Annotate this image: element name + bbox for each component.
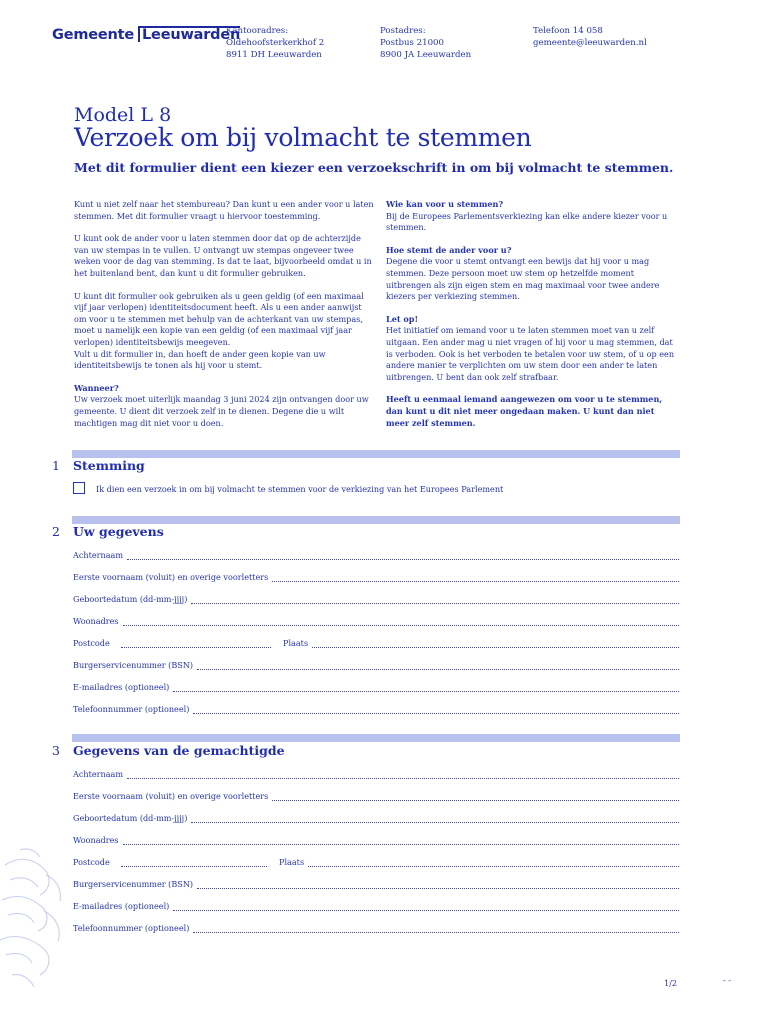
s3-postcode-line[interactable] xyxy=(121,857,267,867)
s2-bsn-label: Burgerservicenummer (BSN) xyxy=(73,660,194,670)
s3-address-line[interactable] xyxy=(123,835,679,845)
coat-of-arms-watermark xyxy=(0,845,70,1005)
s2-address-label: Woonadres xyxy=(73,616,119,626)
contact-info: Telefoon 14 058 gemeente@leeuwarden.nl xyxy=(533,26,647,48)
s2-bsn-field[interactable] xyxy=(73,658,679,670)
s2-surname-line[interactable] xyxy=(127,550,679,560)
note-heading: Let op! xyxy=(386,313,419,324)
section-3-bar xyxy=(72,734,680,742)
s2-city-label: Plaats xyxy=(283,638,309,648)
form-title: Verzoek om bij volmacht te stemmen xyxy=(74,123,532,152)
when-heading: Wanneer? xyxy=(74,382,119,393)
s3-email-field[interactable] xyxy=(73,899,679,911)
s2-first-names-label: Eerste voornaam (voluit) en overige voorletters xyxy=(73,572,269,582)
s2-city-line[interactable] xyxy=(312,638,679,648)
who-text: Bij de Europees Parlementsverkiezing kan elke andere kiezer voor u stemmen. xyxy=(386,210,668,233)
logo-word-gemeente: Gemeente xyxy=(52,27,135,43)
s3-first-names-label: Eerste voornaam (voluit) en overige voorletters xyxy=(73,791,269,801)
s3-birthdate-field[interactable] xyxy=(73,811,679,823)
section-1-bar xyxy=(72,450,680,458)
s3-birthdate-line[interactable] xyxy=(191,813,679,823)
s2-bsn-line[interactable] xyxy=(197,660,679,670)
s2-phone-line[interactable] xyxy=(193,704,679,714)
s2-postcode-city-row xyxy=(73,636,679,648)
s2-first-names-line[interactable] xyxy=(272,572,679,582)
s3-address-field[interactable] xyxy=(73,833,679,845)
postal-address: Postadres: Postbus 21000 8900 JA Leeuwarden xyxy=(380,26,472,60)
footer-dashes: - - xyxy=(723,976,731,985)
s2-email-line[interactable] xyxy=(173,682,679,692)
when-text: Uw verzoek moet uiterlijk maandag 3 juni 2024 zijn ontvangen door uw gemeente. U dient dit verzoek zelf in te dienen. Degene die u wilt machtigen mag dit niet voor u doen. xyxy=(74,394,369,428)
s2-phone-field[interactable] xyxy=(73,702,679,714)
s2-first-names-field[interactable] xyxy=(73,570,679,582)
who-heading: Wie kan voor u stemmen? xyxy=(386,199,504,209)
s2-surname-label: Achternaam xyxy=(73,550,124,560)
section-2-number: 2 xyxy=(52,524,60,539)
s3-surname-label: Achternaam xyxy=(73,769,124,779)
s3-bsn-line[interactable] xyxy=(197,879,679,889)
s3-birthdate-label: Geboortedatum (dd-mm-jjjj) xyxy=(73,813,188,823)
form-model-number: Model L 8 xyxy=(74,104,172,126)
s3-city-line[interactable] xyxy=(308,857,679,867)
europees-parlement-checkbox-label: Ik dien een verzoek in om bij volmacht te stemmen voor de verkiezing van het Europees Parlement xyxy=(96,484,504,494)
s2-birthdate-line[interactable] xyxy=(191,594,679,604)
europees-parlement-checkbox[interactable] xyxy=(73,482,85,494)
s3-first-names-field[interactable] xyxy=(73,789,679,801)
page-number: 1/2 xyxy=(664,978,678,988)
s3-phone-line[interactable] xyxy=(193,923,679,933)
s2-postcode-label: Postcode xyxy=(73,638,110,648)
logo-word-leeuwarden: Leeuwarden xyxy=(138,26,240,42)
s2-phone-label: Telefoonnummer (optioneel) xyxy=(73,704,190,714)
intro-paragraph-2: U kunt ook de ander voor u laten stemmen door dat op de achterzijde van uw stempas in te vullen. U ontvangt uw stempas ongeveer twee weken voor de dag van stemming. Is dat te laat, bijvoorbeeld omdat u in het buitenland bent, dan kunt u dit formulier gebruiken. xyxy=(74,233,372,278)
how-heading: Hoe stemt de ander voor u? xyxy=(386,244,512,255)
s2-birthdate-field[interactable] xyxy=(73,592,679,604)
s2-postcode-line[interactable] xyxy=(121,638,271,648)
intro-paragraph-3: U kunt dit formulier ook gebruiken als u geen geldig (of een maximaal vijf jaar verlopen) identiteitsdocument heeft. Als u een ander aanwijst om voor u te stemmen met behulp van de achterkant van uw stempas, moet u namelijk een kopie van een geldig (of een maximaal vijf jaar verlopen) identiteitsbewijs meegeven. Vult u dit formulier in, dan hoeft de ander geen kopie van uw identiteitsbewijs te tonen als hij voor u stemt. xyxy=(74,290,364,371)
visit-address: Kantooradres: Oldehoofsterkerkhof 2 8911 DH Leeuwarden xyxy=(226,26,325,60)
s3-surname-line[interactable] xyxy=(127,769,679,779)
how-text: Degene die voor u stemt ontvangt een bewijs dat hij voor u mag stemmen. Deze persoon moet uw stem op hetzelfde moment uitbrengen als zijn eigen stem en mag maximaal voor twee andere kiezers per verkiezing stemmen. xyxy=(386,256,660,302)
form-subtitle: Met dit formulier dient een kiezer een verzoekschrift in om bij volmacht te stemmen. xyxy=(74,160,674,175)
s3-first-names-line[interactable] xyxy=(272,791,679,801)
section-1-heading: Stemming xyxy=(73,458,145,473)
s3-phone-label: Telefoonnummer (optioneel) xyxy=(73,923,190,933)
section-2-heading: Uw gegevens xyxy=(73,524,164,539)
s3-surname-field[interactable] xyxy=(73,767,679,779)
s2-surname-field[interactable] xyxy=(73,548,679,560)
s3-email-line[interactable] xyxy=(173,901,679,911)
s3-postcode-city-row xyxy=(73,855,679,867)
s2-birthdate-label: Geboortedatum (dd-mm-jjjj) xyxy=(73,594,188,604)
final-warning: Heeft u eenmaal iemand aangewezen om voor u te stemmen, dan kunt u dit niet meer ongedaan maken. U kunt dan niet meer zelf stemmen. xyxy=(386,394,663,428)
s3-city-label: Plaats xyxy=(279,857,305,867)
intro-right-column xyxy=(386,199,678,440)
intro-paragraph-1: Kunt u niet zelf naar het stembureau? Dan kunt u een ander voor u laten stemmen. Met dit formulier vraagt u hiervoor toestemming. xyxy=(74,199,374,221)
gemeente-leeuwarden-logo xyxy=(52,26,240,43)
s2-address-line[interactable] xyxy=(123,616,679,626)
s2-address-field[interactable] xyxy=(73,614,679,626)
s2-email-label: E-mailadres (optioneel) xyxy=(73,682,170,692)
s3-bsn-label: Burgerservicenummer (BSN) xyxy=(73,879,194,889)
s3-bsn-field[interactable] xyxy=(73,877,679,889)
section-1-number: 1 xyxy=(52,458,60,473)
s3-email-label: E-mailadres (optioneel) xyxy=(73,901,170,911)
s3-phone-field[interactable] xyxy=(73,921,679,933)
s3-address-label: Woonadres xyxy=(73,835,119,845)
section-2-bar xyxy=(72,516,680,524)
section-3-heading: Gegevens van de gemachtigde xyxy=(73,743,285,758)
intro-left-column xyxy=(74,199,374,440)
note-text: Het initiatief om iemand voor u te laten stemmen moet van u zelf uitgaan. Een ander mag u niet vragen of hij voor u mag stemmen, dat is verboden. Ook is het verboden te betalen voor uw stem, of u op een andere manier te verplichten om uw stem door een ander te laten uitbrengen. U bent dan ook zelf strafbaar. xyxy=(386,325,675,382)
section-3-number: 3 xyxy=(52,743,60,758)
s3-postcode-label: Postcode xyxy=(73,857,110,867)
s2-email-field[interactable] xyxy=(73,680,679,692)
